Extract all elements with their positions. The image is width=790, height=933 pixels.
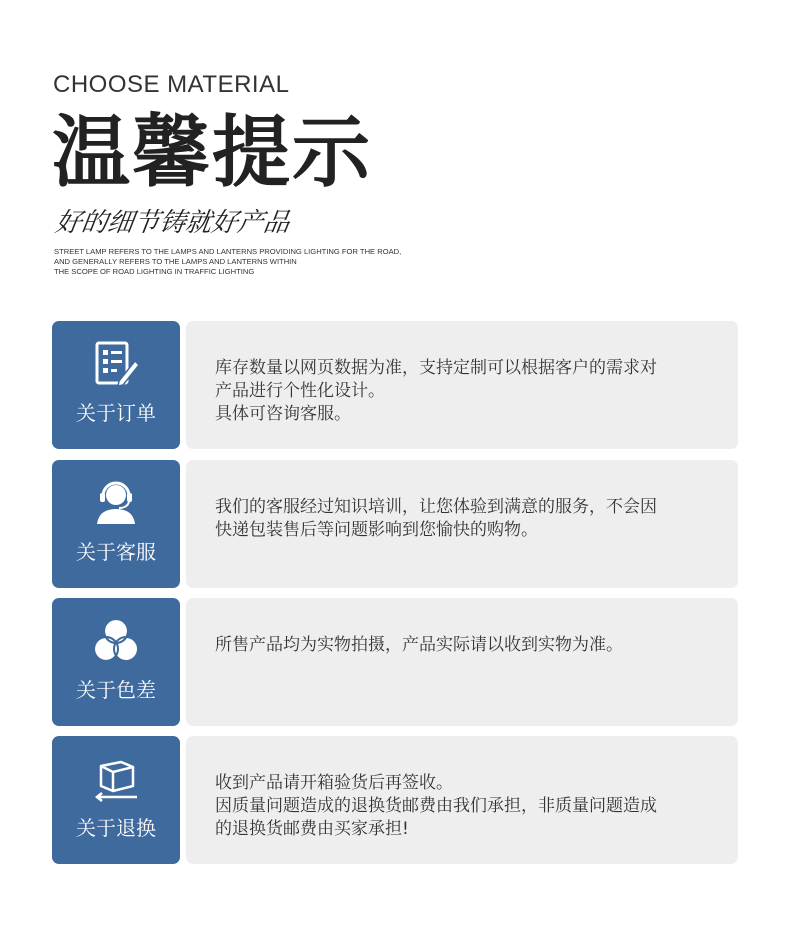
english-title: CHOOSE MATERIAL xyxy=(53,71,290,98)
english-description xyxy=(54,247,474,277)
tip-text xyxy=(215,496,720,542)
return-box-icon xyxy=(91,754,141,804)
page-subtitle: 好的细节铸就好产品 xyxy=(53,208,292,238)
tip-panel-color xyxy=(186,598,738,726)
tip-text-line: 所售产品均为实物拍摄，产品实际请以收到实物为准。 xyxy=(215,635,623,655)
tip-label: 关于退换 xyxy=(76,816,156,840)
tip-panel-order xyxy=(186,321,738,449)
tip-text-line: 产品进行个性化设计。 xyxy=(215,381,385,401)
tip-tile-service xyxy=(52,460,180,588)
tip-tile-return xyxy=(52,736,180,864)
tip-text-line: 快递包装售后等问题影响到您愉快的购物。 xyxy=(215,520,538,540)
tip-text-line: 的退换货邮费由买家承担! xyxy=(215,819,409,839)
tip-text-line: 收到产品请开箱验货后再签收。 xyxy=(215,773,453,793)
description-line: AND GENERALLY REFERS TO THE LAMPS AND LANTERNS WITHIN xyxy=(54,257,297,266)
tip-text-line: 因质量问题造成的退换货邮费由我们承担，非质量问题造成 xyxy=(215,796,657,816)
tip-tile-color xyxy=(52,598,180,726)
tip-row-color xyxy=(52,598,738,726)
customer-service-icon xyxy=(91,478,141,528)
tip-row-service xyxy=(52,460,738,588)
tip-label: 关于色差 xyxy=(76,678,156,702)
tip-text xyxy=(215,634,720,657)
color-circles-icon xyxy=(91,616,141,666)
tip-text-line: 具体可咨询客服。 xyxy=(215,404,351,424)
tip-panel-return xyxy=(186,736,738,864)
order-list-icon xyxy=(91,339,141,389)
tip-text xyxy=(215,772,720,841)
tip-text xyxy=(215,357,720,426)
tip-text-line: 库存数量以网页数据为准，支持定制可以根据客户的需求对 xyxy=(215,358,657,378)
tip-row-order xyxy=(52,321,738,449)
tip-text-line: 我们的客服经过知识培训，让您体验到满意的服务，不会因 xyxy=(215,497,657,517)
tip-tile-order xyxy=(52,321,180,449)
description-line: THE SCOPE OF ROAD LIGHTING IN TRAFFIC LIGHTING xyxy=(54,267,255,276)
description-line: STREET LAMP REFERS TO THE LAMPS AND LANTERNS PROVIDING LIGHTING FOR THE ROAD, xyxy=(54,247,402,256)
page-title: 温馨提示 xyxy=(52,108,373,198)
tip-row-return xyxy=(52,736,738,864)
tip-panel-service xyxy=(186,460,738,588)
tip-label: 关于订单 xyxy=(76,401,156,425)
tip-label: 关于客服 xyxy=(76,540,156,564)
